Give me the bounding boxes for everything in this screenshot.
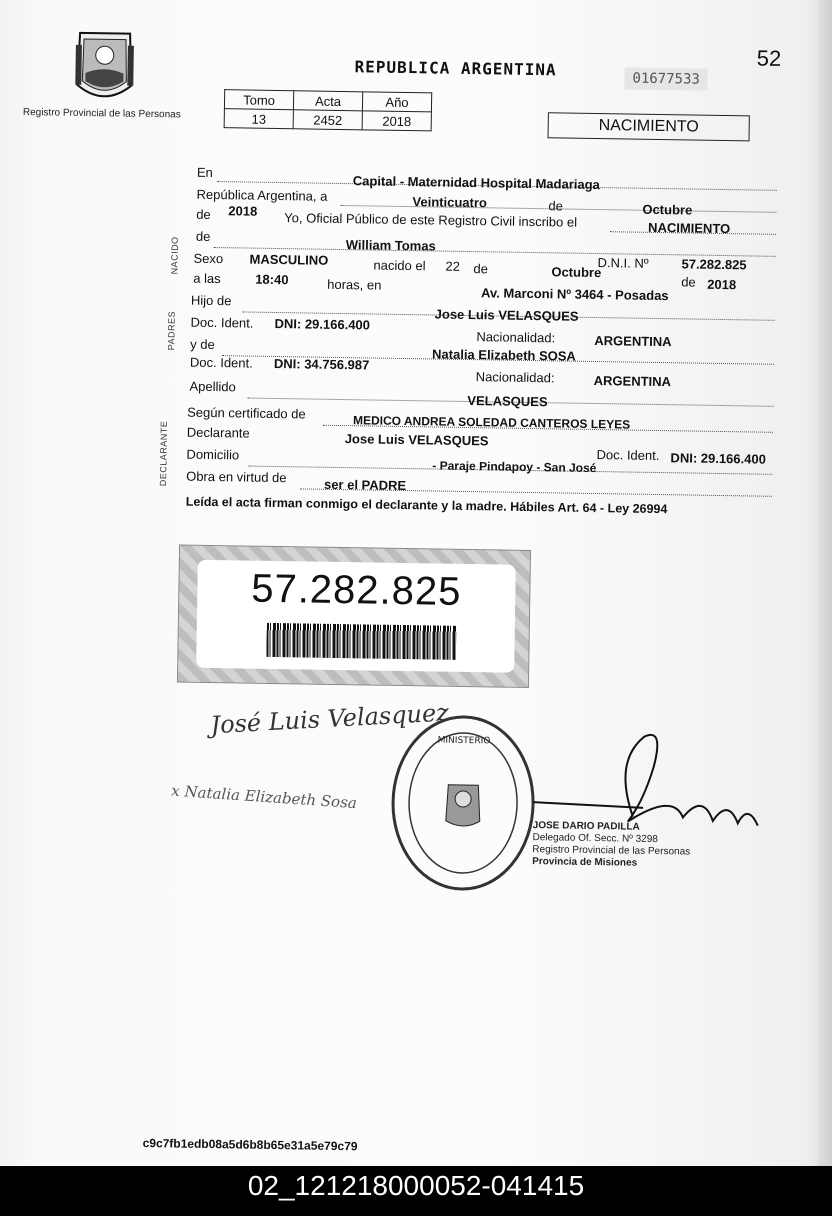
mother-name-value: Natalia Elizabeth SOSA <box>431 346 576 364</box>
time-value: 18:40 <box>255 271 289 288</box>
birth-year-value: 2018 <box>707 276 737 293</box>
delegate-stamp <box>532 820 691 870</box>
de-label: de <box>681 274 696 290</box>
declarante-doc-value: DNI: 29.166.400 <box>670 450 767 467</box>
birth-address-value: Av. Marconi Nº 3464 - Posadas <box>480 285 669 304</box>
file-id-footer: 02_121218000052-041415 <box>0 1166 832 1216</box>
dni-label: D.N.I. Nº <box>597 255 649 271</box>
page-number: 52 <box>756 45 782 71</box>
act-word-value: NACIMIENTO <box>648 219 731 237</box>
y-de-label: y de <box>190 336 215 353</box>
domicilio-label: Domicilio <box>186 446 240 463</box>
delegate-signature <box>533 720 775 834</box>
acta-value: 2452 <box>293 110 362 130</box>
declarante-label: Declarante <box>186 424 250 441</box>
sexo-value: MASCULINO <box>249 251 329 268</box>
serial-number: 01677533 <box>624 67 708 90</box>
closing-statement: Leída el acta firman conmigo el declarante y la madre. Hábiles Art. 64 - Ley 26994 <box>185 494 668 517</box>
obra-value: ser el PADRE <box>323 476 407 494</box>
obra-label: Obra en virtud de <box>186 468 287 486</box>
barcode <box>266 623 457 660</box>
logo-caption: Registro Provincial de las Personas <box>22 106 181 121</box>
mother-nationality-value: ARGENTINA <box>593 372 672 390</box>
de-label: de <box>196 206 211 222</box>
sexo-label: Sexo <box>193 250 224 267</box>
oficial-text: Yo, Oficial Público de este Registro Civil inscribo el <box>284 210 578 230</box>
delegate-line-1: Delegado Of. Secc. Nº 3298 <box>532 832 658 846</box>
declarante-value: Jose Luis VELASQUES <box>344 431 489 449</box>
delegate-name: JOSE DARIO PADILLA <box>532 820 640 833</box>
registry-table <box>224 89 433 131</box>
doc-ident-label: Doc. Ident. <box>596 447 660 464</box>
day-value: Veinticuatro <box>412 194 488 211</box>
province-logo <box>69 25 140 108</box>
page-edge <box>818 0 832 1166</box>
apellido-label: Apellido <box>189 378 236 395</box>
horas-label: horas, en <box>327 276 382 293</box>
mother-doc-value: DNI: 34.756.987 <box>273 355 370 373</box>
delegate-line-2: Registro Provincial de las Personas <box>532 844 691 858</box>
certificado-value: MEDICO ANDREA SOLEDAD CANTEROS LEYES <box>352 413 631 432</box>
republica-label: República Argentina, a <box>196 186 328 204</box>
dni-value: 57.282.825 <box>681 256 747 273</box>
sticker-dni-number: 57.282.825 <box>250 566 462 614</box>
birth-certificate <box>7 0 790 1166</box>
official-seal <box>387 712 540 894</box>
anio-value: 2018 <box>362 111 431 131</box>
year-value: 2018 <box>228 203 258 219</box>
father-signature: José Luis Velasquez <box>209 698 450 740</box>
act-type-box: NACIMIENTO <box>548 112 750 141</box>
doc-ident-label: Doc. Ident. <box>189 354 253 371</box>
country-title: REPUBLICA ARGENTINA <box>354 57 557 80</box>
nacido-label: nacido el <box>373 257 426 274</box>
child-name-value: William Tomas <box>345 237 436 254</box>
birth-month-value: Octubre <box>551 264 602 281</box>
dni-sticker <box>177 544 531 688</box>
birth-day-value: 22 <box>445 258 461 274</box>
month-value: Octubre <box>642 201 693 218</box>
apellido-value: VELASQUES <box>467 393 548 410</box>
certificado-label: Según certificado de <box>187 404 306 422</box>
domicilio-value: - Paraje Pindapoy - San José <box>432 458 597 476</box>
tomo-header: Tomo <box>224 90 293 110</box>
father-doc-value: DNI: 29.166.400 <box>274 315 371 333</box>
father-name-value: Jose Luis VELASQUES <box>434 306 579 324</box>
father-nationality-value: ARGENTINA <box>594 332 672 350</box>
svg-text:MINISTERIO: MINISTERIO <box>437 735 491 747</box>
de-label: de <box>195 228 211 244</box>
doc-ident-label: Doc. Ident. <box>190 314 254 331</box>
side-label-padres: PADRES <box>166 310 177 351</box>
en-label: En <box>196 164 213 180</box>
anio-header: Año <box>362 92 431 112</box>
side-label-nacido: NACIDO <box>169 236 180 275</box>
nacionalidad-label: Nacionalidad: <box>476 329 556 346</box>
delegate-line-3: Provincia de Misiones <box>532 856 638 869</box>
de-label: de <box>548 198 564 214</box>
de-label: de <box>473 261 489 277</box>
document-hash: c9c7fb1edb08a5d6b8b65e31a5e79c79 <box>142 1136 358 1154</box>
acta-header: Acta <box>293 91 362 111</box>
place-value: Capital - Maternidad Hospital Madariaga <box>352 173 600 193</box>
side-label-declarante: DECLARANTE <box>157 420 170 487</box>
sticker-label <box>196 560 516 673</box>
a-las-label: a las <box>193 270 221 287</box>
tomo-value: 13 <box>224 109 293 129</box>
mother-signature: x Natalia Elizabeth Sosa <box>170 781 358 813</box>
hijo-label: Hijo de <box>190 292 232 309</box>
nacionalidad-label: Nacionalidad: <box>475 369 555 386</box>
